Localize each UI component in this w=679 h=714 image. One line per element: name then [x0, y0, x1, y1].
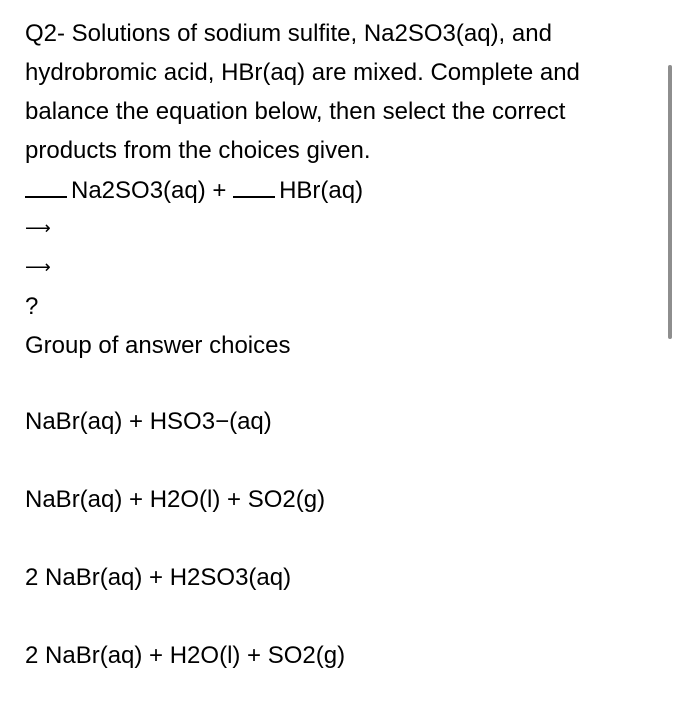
- scrollbar[interactable]: [668, 65, 672, 339]
- coefficient-blank-1[interactable]: [25, 170, 67, 198]
- reactant-1: Na2SO3(aq) +: [71, 177, 227, 204]
- reaction-arrow-1: ⟶: [25, 218, 51, 238]
- equation: [25, 170, 657, 209]
- question-block: [25, 14, 657, 365]
- answer-choice[interactable]: 2 NaBr(aq) + H2SO3(aq): [25, 564, 292, 591]
- question-text: Q2- Solutions of sodium sulfite, Na2SO3(aq), and hydrobromic acid, HBr(aq) are mixed. Complete and balance the equation below, then select the correct products from the choices given.: [25, 20, 580, 164]
- answer-choice[interactable]: NaBr(aq) + H2O(l) + SO2(g): [25, 486, 326, 513]
- reaction-arrow-2: ⟶: [25, 257, 51, 277]
- answer-choices-list: [25, 402, 345, 714]
- coefficient-blank-2[interactable]: [233, 170, 275, 198]
- products-unknown: ?: [25, 293, 39, 320]
- answer-choice[interactable]: NaBr(aq) + HSO3−(aq): [25, 408, 272, 435]
- reactant-2: HBr(aq): [279, 177, 364, 204]
- answer-choice[interactable]: 2 NaBr(aq) + H2O(l) + SO2(g): [25, 642, 346, 669]
- answer-choices-heading: Group of answer choices: [25, 332, 291, 359]
